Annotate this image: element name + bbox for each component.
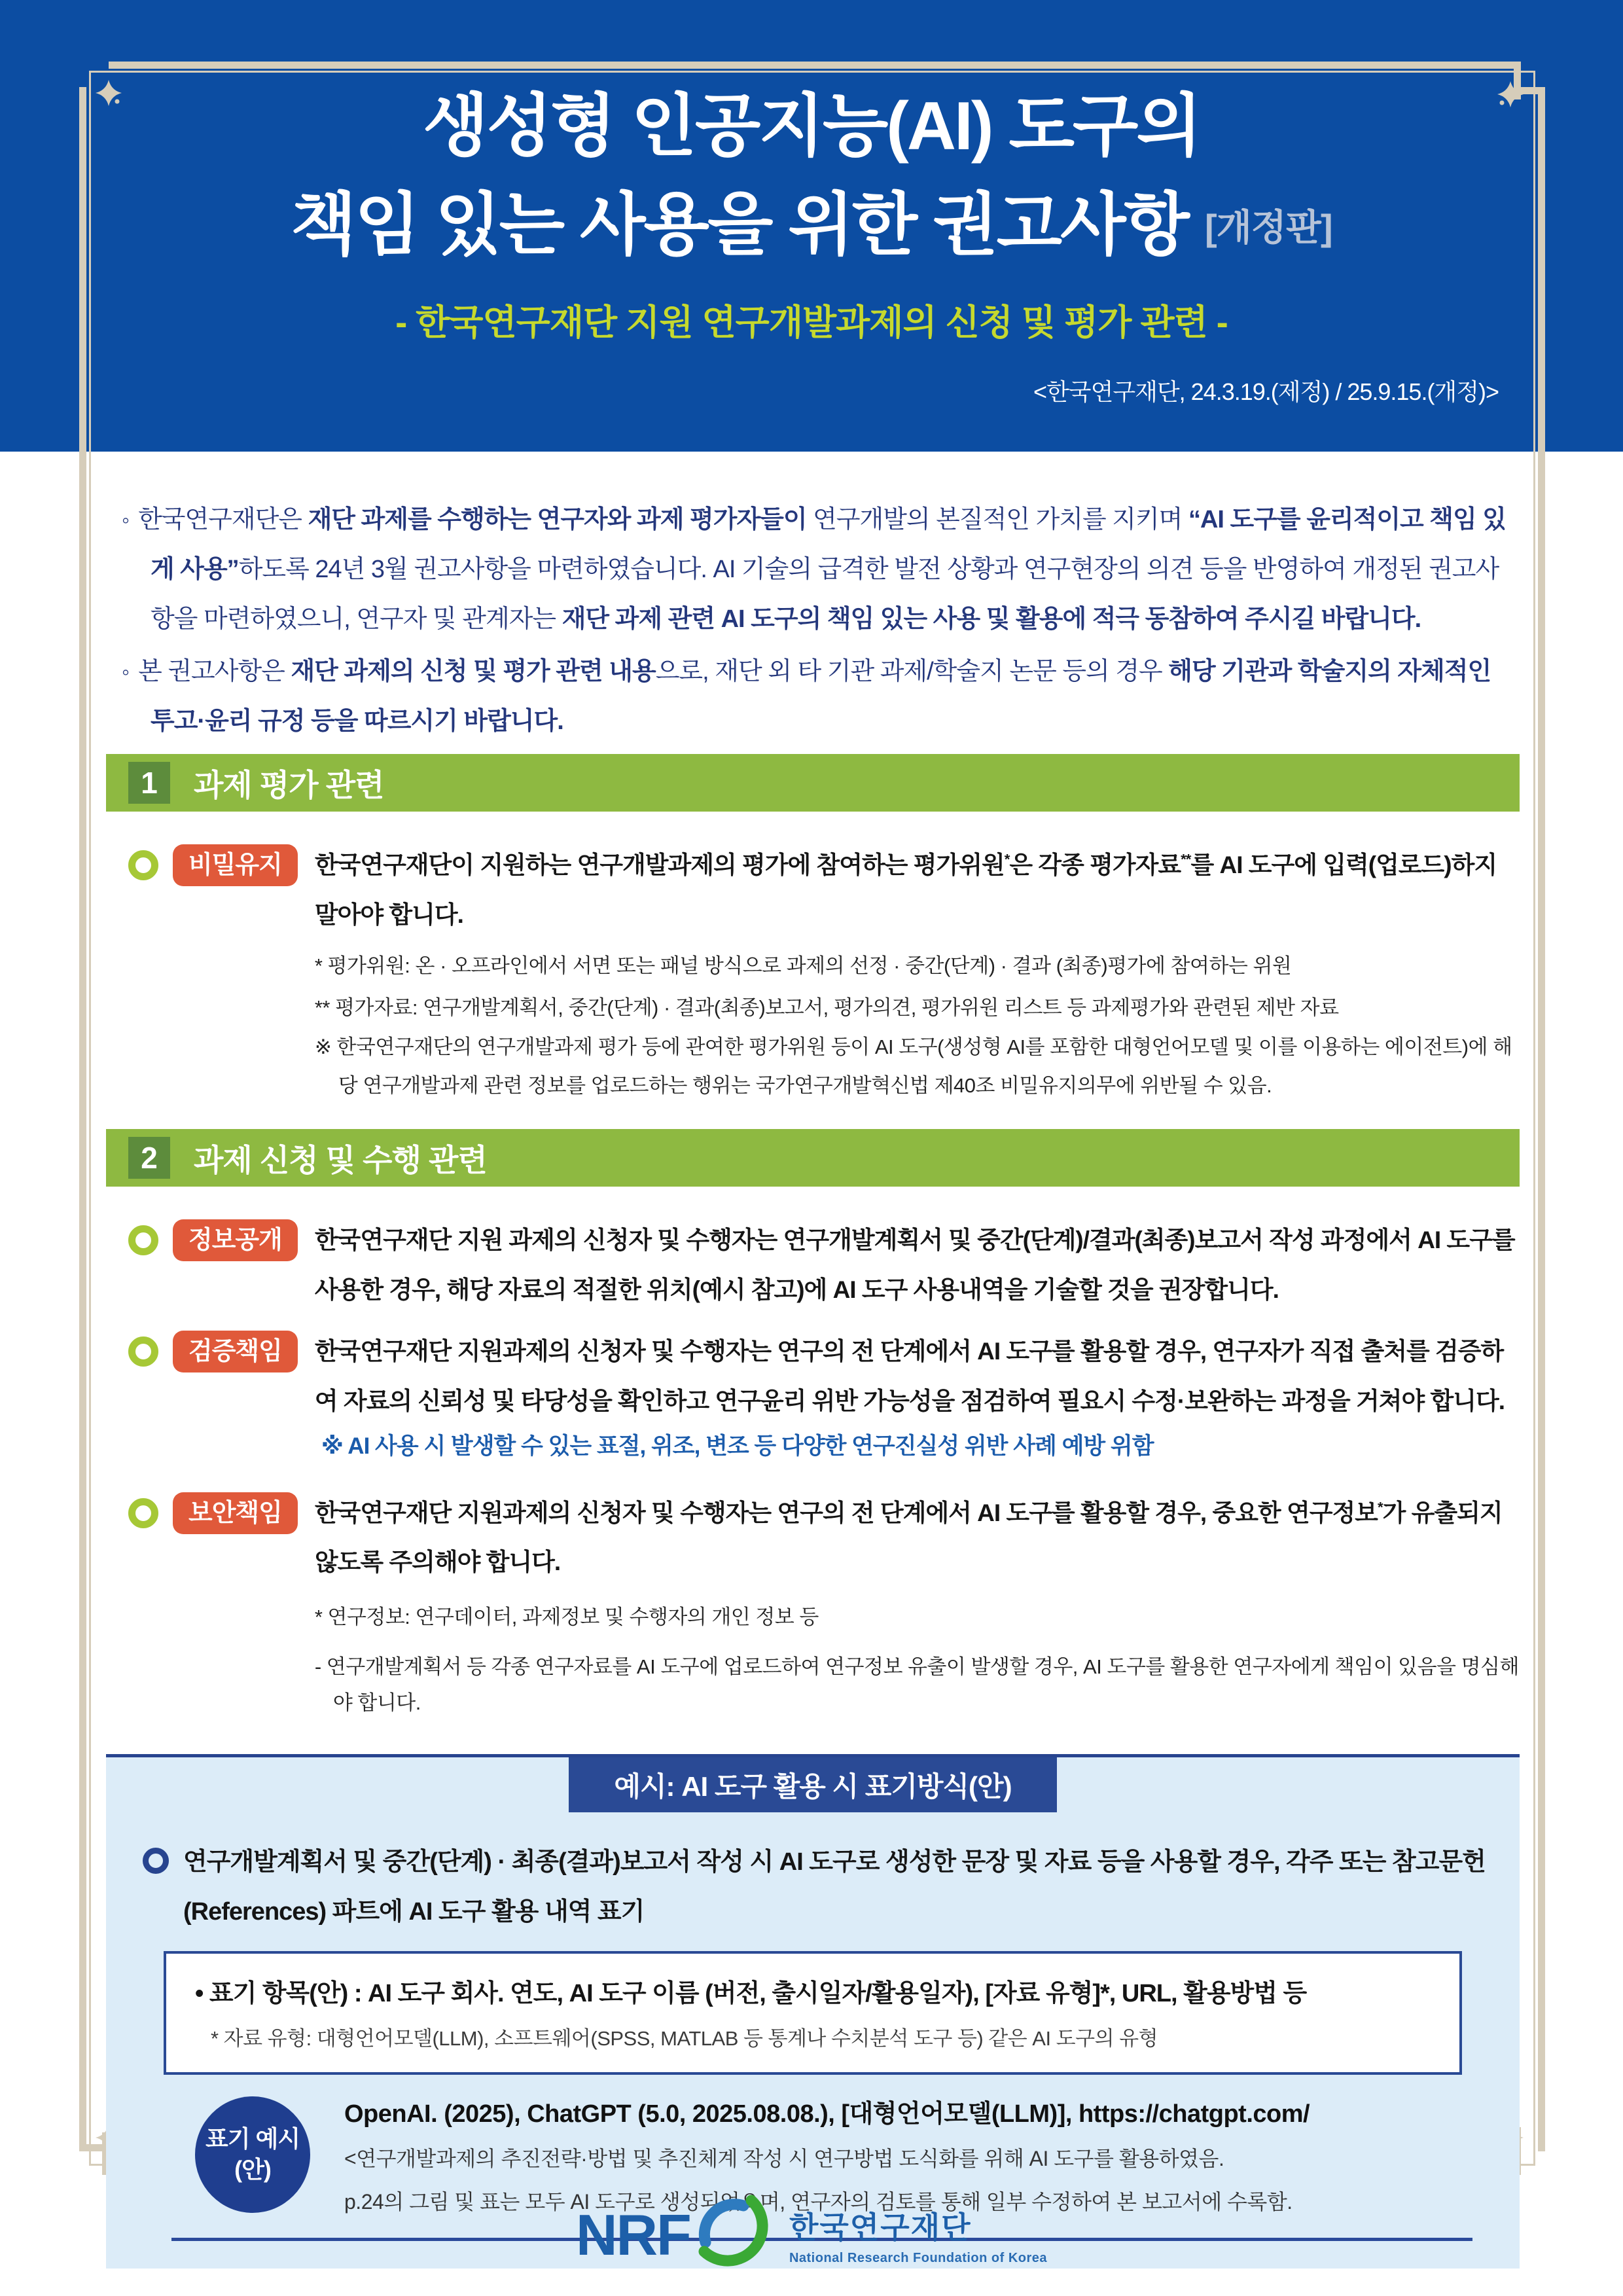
item-text-column [315,1488,1520,1742]
footnote: ※ 한국연구재단의 연구개발과제 평가 등에 관여한 평가위원 등이 AI 도구(생성형 AI를 포함한 대형언어모델 및 이를 이용하는 에이전트)에 해당 연구개발과제 관련 정보를 업로드하는 행위는 국가연구개발혁신법 제40조 비밀유지의무에 위반될 수 있음. [314,1035,1512,1098]
notation-spec-box [164,1951,1462,2075]
verification-text: 한국연구재단 지원과제의 신청자 및 수행자는 연구의 전 단계에서 AI 도구를 활용할 경우, 연구자가 직접 출처를 검증하여 자료의 신뢰성 및 타당성을 확인하고 연구윤리 위반 가능성을 점검하여 필요시 수정·보완하는 과정을 거쳐야 합니다. [314,1337,1505,1414]
notation-spec-note: * 자료 유형: 대형언어모델(LLM), 소프트웨어(SPSS, MATLAB 등 통계나 수치분석 도구 등) 같은 AI 도구의 유형 [211,2026,1158,2050]
revision-tag: [개정판] [1205,206,1332,248]
info-disclosure-badge: 정보공개 [173,1219,298,1261]
bullet-ring-icon [128,1336,158,1367]
nrf-logo-abbr: NRF [575,2202,690,2267]
section1-number-box: 1 [128,762,170,804]
item-text-column [315,1215,1520,1315]
section1-title: 과제 평가 관련 [194,767,384,802]
page-title-line2-text: 책임 있는 사용을 위한 권고사항 [291,187,1188,263]
nrf-logo-mark [576,2191,772,2278]
bullet-ring-icon [128,1498,158,1528]
verification-note: ※ AI 사용 시 발생할 수 있는 표절, 위조, 변조 등 다양한 연구진실성 위반 사례 예방 위함 [321,1433,1154,1459]
intro-paragraph-1 [122,495,1513,644]
section1-header-bar [106,754,1520,812]
confidentiality-badge: 비밀유지 [173,844,298,886]
section2-number-box: 2 [128,1137,170,1179]
security-badge: 보안책임 [173,1492,298,1534]
security-dash-note: - 연구개발계획서 등 각종 연구자료를 AI 도구에 업로드하여 연구정보 유출이 발생할 경우, AI 도구를 활용한 연구자에게 책임이 있음을 명심해야 합니다. [314,1655,1519,1715]
item-text-column [315,840,1520,1105]
item-security [106,1488,1520,1742]
frame-thick-right [1538,87,1545,2151]
notation-spec-line: • 표기 항목(안) : AI 도구 회사. 연도, AI 도구 이름 (버전, 출시일자/활용일자), [자료 유형]*, URL, 활용방법 등 [195,1980,1307,2008]
notation-example-badge-line2: (안) [234,2155,271,2183]
item-text-column [315,1327,1520,1462]
bullet-ring-icon [128,850,158,880]
page-subtitle: - 한국연구재단 지원 연구개발과제의 신청 및 평가 관련 - [395,302,1228,342]
section2-header-bar [106,1129,1520,1187]
frame-ornament-top-left-icon [96,80,122,106]
notation-example-badge-line1: 표기 예시 [205,2125,300,2152]
section2-title: 과제 신청 및 수행 관련 [194,1142,487,1177]
bullet-circle: ◦ [122,508,130,533]
citation-description-line2: p.24의 그림 및 표는 모두 AI 도구로 생성되었으며, 연구자의 검토를 통해 일부 수정하여 본 보고서에 수록함. [344,2190,1293,2214]
item-verification [106,1327,1520,1462]
section1-footnotes [315,945,1520,1106]
intro-paragraph-1-text: 한국연구재단은 재단 과제를 수행하는 연구자와 과제 평가자들이 연구개발의 본질적인 가치를 지키며 “AI 도구를 윤리적이고 책임 있게 사용”하도록 24년 3월 권고사항을 마련하였습니다. AI 기술의 급격한 발전 상황과 연구현장의 의견 등을 반영하여 개정된 권고사항을 마련하였으니, 연구자 및 관계자는 재단 과제 관련 AI 도구의 책임 있는 사용 및 활용에 적극 동참하여 주시길 바랍니다. [138,506,1506,633]
nrf-org-name-korean: 한국연구재단 [789,2210,972,2244]
frame-ornament-top-right-icon [1497,81,1524,107]
example-box-title-bar: 예시: AI 도구 활용 시 표기방식(안) [569,1757,1057,1812]
security-text: 한국연구재단 지원과제의 신청자 및 수행자는 연구의 전 단계에서 AI 도구를 활용할 경우, 중요한 연구정보*가 유출되지 않도록 주의해야 합니다. [314,1499,1503,1576]
page-title-line1: 생성형 인공지능(AI) 도구의 [423,88,1200,164]
frame-thick-left [79,87,86,2151]
frame-thick-top [109,62,1521,69]
citation-description-line1: <연구개발과제의 추진전략·방법 및 추진체계 작성 시 연구방법 도식화를 위해 AI 도구를 활용하였음. [344,2147,1224,2171]
bullet-circle: ◦ [122,660,130,685]
example-bullet-row [143,1837,1504,1937]
footnote: ** 평가자료: 연구개발계획서, 중간(단계) · 결과(최종)보고서, 평가의견, 평가위원 리스트 등 과제평가와 관련된 제반 자료 [314,996,1339,1019]
bullet-ring-navy-icon [143,1848,169,1874]
footnote: * 평가위원: 온 · 오프라인에서 서면 또는 패널 방식으로 과제의 선정 · 중간(단계) · 결과 (최종)평가에 참여하는 위원 [314,954,1292,977]
nrf-org-name-english: National Research Foundation of Korea [789,2250,1048,2265]
nrf-org-names [789,2204,1047,2266]
verification-badge: 검증책임 [173,1331,298,1372]
nrf-swoosh-icon [686,2191,772,2278]
item-confidentiality [106,840,1520,1105]
intro-paragraph-2-text: 본 권고사항은 재단 과제의 신청 및 평가 관련 내용으로, 재단 외 타 기관 과제/학술지 논문 등의 경우 해당 기관과 학술지의 자체적인 투고·윤리 규정 등을 따르시기 바랍니다. [138,658,1491,735]
main-content [106,452,1520,2269]
citation-example-line: OpenAI. (2025), ChatGPT (5.0, 2025.08.08.), [대형언어모델(LLM)], https://chatgpt.com/ [344,2100,1310,2128]
footer [0,2191,1623,2278]
example-bullet-text: 연구개발계획서 및 중간(단계) · 최종(결과)보고서 작성 시 AI 도구로 생성한 문장 및 자료 등을 사용할 경우, 각주 또는 참고문헌 (References) 파트에 AI 도구 활용 내역 표기 [183,1848,1486,1926]
nrf-logo [576,2191,1047,2278]
confidentiality-text: 한국연구재단이 지원하는 연구개발과제의 평가에 참여하는 평가위원*은 각종 평가자료**를 AI 도구에 입력(업로드)하지 말아야 합니다. [314,851,1497,928]
bullet-ring-icon [128,1225,158,1255]
info-disclosure-text: 한국연구재단 지원 과제의 신청자 및 수행자는 연구개발계획서 및 중간(단계)/결과(최종)보고서 작성 과정에서 AI 도구를 사용한 경우, 해당 자료의 적절한 위치(예시 참고)에 AI 도구 사용내역을 기술할 것을 권장합니다. [314,1227,1515,1304]
intro-paragraph-2 [122,647,1513,746]
item-info-disclosure [106,1215,1520,1315]
security-footnote: * 연구정보: 연구데이터, 과제정보 및 수행자의 개인 정보 등 [314,1605,819,1629]
enactment-date-line: <한국연구재단, 24.3.19.(제정) / 25.9.15.(개정)> [1033,378,1499,405]
